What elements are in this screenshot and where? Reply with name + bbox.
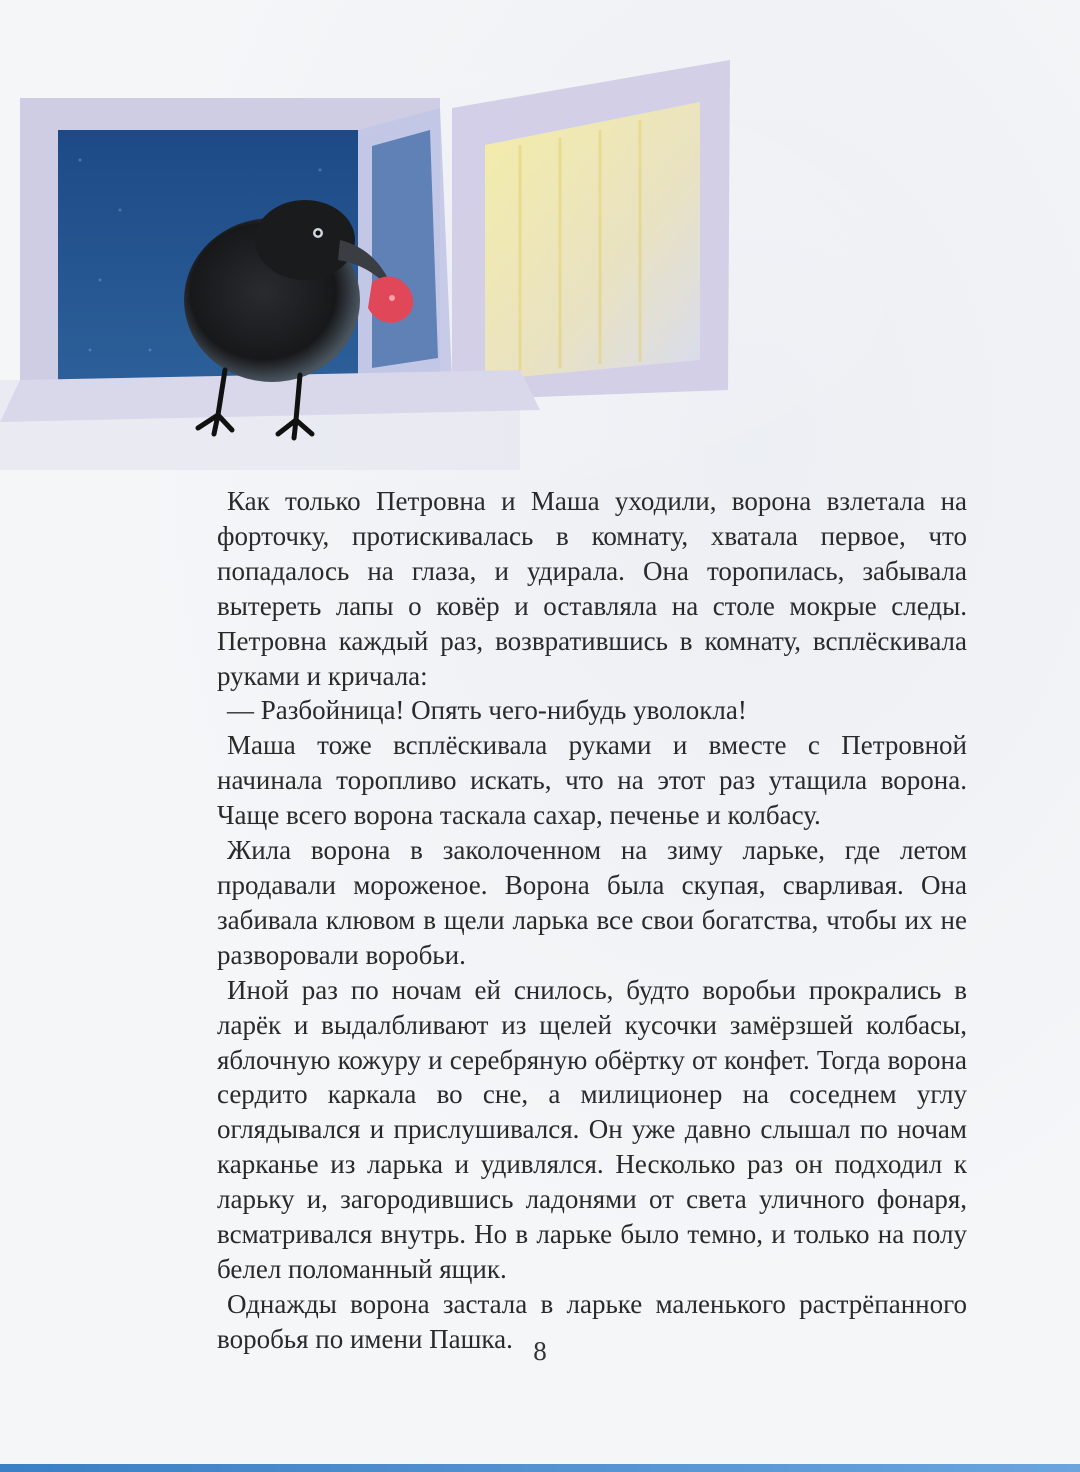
paragraph: Жила ворона в заколоченном на зиму ларьке, где летом продавали мороженое. Ворона была скупая, сварливая. Она забивала клювом в щели ларька все свои богатства, чтобы их не разворовали воробьи. (217, 835, 967, 970)
open-pane-glass (372, 130, 438, 368)
paragraph: Иной раз по ночам ей снилось, будто воробьи прокрались в ларёк и выдалбливают из щелей кусочки замёрзшей колбасы, яблочную кожуру и серебряную обёртку от конфет. Тогда ворона сердито каркала во сне, а милиционер на соседнем углу оглядывался и прислушивался. Он уже давно слышал по ночам карканье из ларька и удивлялся. Несколько раз он подходил к ларьку и, загородившись ладонями от света уличного фонаря, всматривался внутрь. Но в ларьке было темно, и только на полу белел поломанный ящик. (217, 974, 967, 1284)
crow-on-window-illustration (0, 50, 900, 480)
paragraph: Однажды ворона застала в ларьке маленького растрёпанного воробья по имени Пашка. (217, 1288, 967, 1354)
paragraph: Как только Петровна и Маша уходили, ворона взлетала на форточку, протискивалась в комнату, хватала первое, что попадалось на глаза, и удирала. Она торопилась, забывала вытереть лапы о ковёр и оставляла на столе мокрые следы. Петровна каждый раз, возвратившись в комнату, всплёскивала руками и кричала: (217, 486, 967, 691)
lit-window-pane (485, 102, 700, 380)
paragraph: Маша тоже всплёскивала руками и вместе с Петровной начинала торопливо искать, что на этот раз утащила ворона. Чаще всего ворона таскала сахар, печенье и колбасу. (217, 730, 967, 831)
page-number: 8 (533, 1336, 547, 1366)
page-bottom-edge (0, 1464, 1080, 1472)
story-text (217, 484, 967, 1357)
paragraph-dialogue: — Разбойница! Опять чего-нибудь уволокла! (227, 695, 747, 726)
